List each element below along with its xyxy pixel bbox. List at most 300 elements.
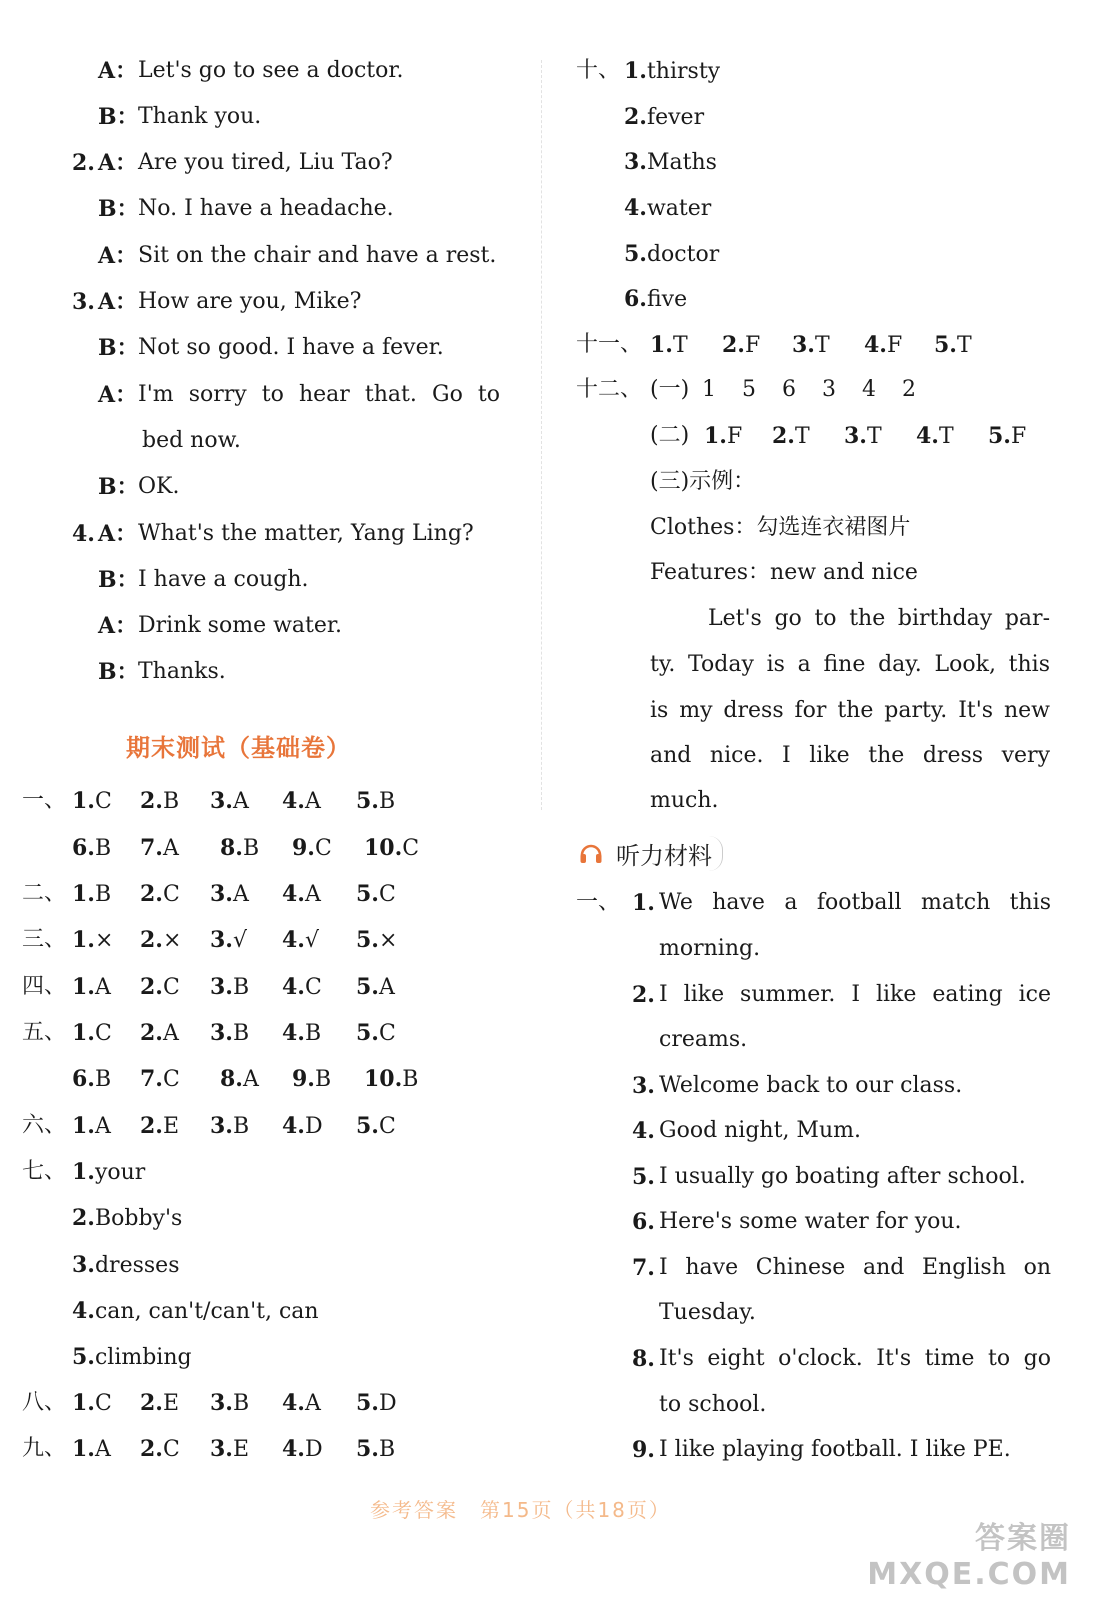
- answer-value: C: [304, 975, 322, 1000]
- listening-heading: [578, 835, 723, 871]
- answer-value: A: [304, 789, 321, 814]
- answer-value: A: [304, 882, 321, 907]
- listening-text: Good night, Mum.: [659, 1118, 861, 1143]
- answer-item: [364, 1064, 418, 1095]
- answer-number: 1.: [72, 927, 95, 953]
- answer-value: F: [744, 333, 761, 358]
- features-line: Features：new and nice: [650, 560, 918, 585]
- essay-line: ty. Today is a fine day. Look, this: [650, 652, 1050, 677]
- answer-value: A: [378, 975, 395, 1000]
- answer-item: [292, 833, 332, 864]
- answer-value: C: [94, 1391, 112, 1416]
- answer-value: ×: [162, 928, 182, 953]
- answer-item: [72, 1434, 111, 1465]
- answer-item: [140, 786, 179, 817]
- order-value: 2: [902, 377, 916, 402]
- section-number: 九、: [22, 1436, 67, 1461]
- answer-number: 5.: [356, 1436, 379, 1462]
- answer-value: C: [94, 789, 112, 814]
- answer-number: 6.: [72, 835, 95, 861]
- answer-value: F: [886, 333, 903, 358]
- answer-value: T: [938, 424, 954, 449]
- answer-value: fever: [646, 105, 705, 130]
- watermark-logo: [867, 1513, 1071, 1592]
- answer-number: 7.: [140, 1066, 163, 1092]
- listening-number: 8.: [632, 1346, 655, 1372]
- answer-number: 8.: [220, 1066, 243, 1092]
- order-value: 5: [742, 377, 756, 402]
- answer-number: 2.: [140, 927, 163, 953]
- answer-number: 1.: [650, 332, 673, 358]
- answer-number: 10.: [364, 835, 403, 861]
- column-divider: [541, 60, 542, 810]
- answer-value: C: [162, 975, 180, 1000]
- dialogue-text: I have a cough.: [138, 567, 309, 592]
- answer-value: your: [94, 1160, 146, 1185]
- answer-value: C: [314, 836, 332, 861]
- answer-number: 2.: [140, 974, 163, 1000]
- answer-value: A: [94, 1437, 111, 1462]
- answer-item: [140, 1064, 180, 1095]
- part-label: (二): [650, 423, 690, 448]
- answer-value: B: [94, 1067, 112, 1092]
- answer-item: [356, 1018, 396, 1049]
- answer-item: [356, 879, 396, 910]
- answer-item: [650, 330, 688, 361]
- answer-item: [282, 1388, 321, 1419]
- answer-number: 5.: [356, 788, 379, 814]
- answer-item: [282, 1434, 323, 1465]
- speaker-label: B：: [98, 335, 139, 361]
- answer-item: [792, 330, 830, 361]
- answer-value: A: [232, 882, 249, 907]
- answer-number: 3.: [210, 1390, 233, 1416]
- answer-value: D: [304, 1114, 323, 1139]
- answer-value: B: [402, 1067, 419, 1092]
- answer-number: 1.: [72, 1020, 95, 1046]
- headphones-icon: [578, 840, 604, 866]
- watermark-bottom: MXQE.COM: [867, 1557, 1071, 1592]
- answer-number: 4.: [282, 974, 305, 1000]
- word-answer: [624, 239, 719, 270]
- section-number: 四、: [22, 974, 67, 999]
- answer-number: 10.: [364, 1066, 403, 1092]
- answer-number: 5.: [624, 241, 647, 267]
- answer-number: 5.: [356, 927, 379, 953]
- dialogue-text: OK.: [138, 474, 180, 499]
- listening-text: Welcome back to our class.: [659, 1073, 963, 1098]
- answer-number: 4.: [282, 1390, 305, 1416]
- answer-item: [140, 1018, 179, 1049]
- answer-value: B: [232, 975, 250, 1000]
- answer-value: Maths: [646, 150, 717, 175]
- word-answer: [624, 56, 720, 87]
- answer-value: B: [94, 882, 112, 907]
- answer-value: can, can't/can't, can: [94, 1299, 319, 1324]
- answer-number: 2.: [140, 881, 163, 907]
- answer-number: 6.: [624, 286, 647, 312]
- section-number: 十二、: [576, 377, 643, 402]
- answer-item: [356, 925, 397, 956]
- listening-number: 7.: [632, 1255, 655, 1281]
- answer-item: [210, 1434, 249, 1465]
- answer-value: T: [956, 333, 972, 358]
- answer-item: [210, 1388, 249, 1419]
- answer-value: T: [814, 333, 830, 358]
- answer-item: [282, 786, 321, 817]
- dialogue-text: What's the matter, Yang Ling?: [138, 521, 474, 546]
- answer-number: 1.: [72, 1390, 95, 1416]
- answer-value: A: [162, 836, 179, 861]
- answer-number: 7.: [140, 835, 163, 861]
- answer-value: A: [162, 1021, 179, 1046]
- answer-number: 4.: [282, 1436, 305, 1462]
- listening-text: creams.: [659, 1027, 748, 1052]
- answer-value: five: [646, 287, 688, 312]
- answer-value: doctor: [646, 242, 720, 267]
- answer-number: 3.: [210, 788, 233, 814]
- answer-item: [934, 330, 972, 361]
- word-answer: [624, 102, 704, 133]
- word-answer: [72, 1342, 192, 1373]
- listening-text: I usually go boating after school.: [659, 1164, 1026, 1189]
- listening-number: 5.: [632, 1164, 655, 1190]
- answer-value: A: [94, 1114, 111, 1139]
- answer-number: 4.: [624, 195, 647, 221]
- answer-number: 3.: [210, 1436, 233, 1462]
- speaker-label: A：: [98, 150, 138, 176]
- answer-item: [772, 421, 810, 452]
- listening-text: to school.: [659, 1392, 767, 1417]
- answer-item: [72, 925, 113, 956]
- answer-item: [210, 925, 247, 956]
- order-value: 1: [702, 377, 716, 402]
- answer-number: 9.: [292, 835, 315, 861]
- answer-value: C: [162, 882, 180, 907]
- speaker-label: B：: [98, 196, 139, 222]
- answer-number: 5.: [72, 1344, 95, 1370]
- dialogue-text: Drink some water.: [138, 613, 342, 638]
- answer-value: C: [162, 1067, 180, 1092]
- dialogue-number: 3.: [72, 289, 95, 315]
- answer-number: 2.: [772, 423, 795, 449]
- answer-value: B: [378, 1437, 396, 1462]
- answer-value: water: [646, 196, 712, 221]
- section-number: 十一、: [576, 332, 643, 357]
- listening-number: 1.: [632, 890, 655, 916]
- answer-value: dresses: [94, 1253, 180, 1278]
- section-number: 一、: [576, 890, 621, 915]
- essay-line: and nice. I like the dress very: [650, 743, 1050, 768]
- answer-value: E: [162, 1391, 180, 1416]
- answer-number: 1.: [72, 1436, 95, 1462]
- answer-item: [140, 1434, 180, 1465]
- answer-value: B: [304, 1021, 322, 1046]
- answer-number: 3.: [792, 332, 815, 358]
- answer-item: [356, 972, 395, 1003]
- listening-text: We have a football match this: [659, 890, 1051, 915]
- answer-value: E: [232, 1437, 250, 1462]
- order-value: 6: [782, 377, 796, 402]
- answer-value: climbing: [94, 1345, 192, 1370]
- answer-item: [282, 972, 322, 1003]
- answer-item: [72, 1018, 112, 1049]
- dialogue-text: Sit on the chair and have a rest.: [138, 243, 497, 268]
- answer-value: C: [402, 836, 420, 861]
- answer-value: thirsty: [646, 59, 721, 84]
- answer-number: 5.: [356, 1390, 379, 1416]
- speaker-label: A：: [98, 382, 138, 408]
- dialogue-text: I'm sorry to hear that. Go to: [138, 382, 500, 407]
- answer-value: B: [162, 789, 180, 814]
- answer-value: E: [162, 1114, 180, 1139]
- listening-number: 6.: [632, 1209, 655, 1235]
- answer-number: 5.: [934, 332, 957, 358]
- watermark-top: 答案圈: [975, 1521, 1071, 1556]
- answer-item: [140, 1388, 179, 1419]
- answer-value: T: [794, 424, 810, 449]
- answer-item: [916, 421, 954, 452]
- answer-number: 3.: [210, 974, 233, 1000]
- answer-item: [220, 833, 259, 864]
- answer-number: 2.: [722, 332, 745, 358]
- dialogue-text: How are you, Mike?: [138, 289, 362, 314]
- word-answer: [72, 1157, 145, 1188]
- speaker-label: A：: [98, 58, 138, 84]
- answer-item: [72, 879, 111, 910]
- dialogue-text: Thanks.: [138, 659, 226, 684]
- section-number: 六、: [22, 1113, 67, 1138]
- dialogue-number: 4.: [72, 521, 95, 547]
- answer-item: [364, 833, 419, 864]
- answer-number: 2.: [140, 1436, 163, 1462]
- answer-number: 5.: [356, 974, 379, 1000]
- word-answer: [624, 284, 687, 315]
- answer-value: B: [232, 1114, 250, 1139]
- section-number: 三、: [22, 927, 67, 952]
- listening-text: Tuesday.: [659, 1300, 756, 1325]
- listening-number: 3.: [632, 1073, 655, 1099]
- page-footer: 参考答案 第15页（共18页）: [370, 1498, 671, 1522]
- listening-text: I have Chinese and English on: [659, 1255, 1051, 1280]
- answer-item: [210, 972, 249, 1003]
- dialogue-text: Thank you.: [138, 104, 262, 129]
- answer-number: 6.: [72, 1066, 95, 1092]
- answer-value: C: [94, 1021, 112, 1046]
- answer-value: T: [866, 424, 882, 449]
- answer-value: F: [1010, 424, 1027, 449]
- speaker-label: A：: [98, 521, 138, 547]
- answer-value: ×: [94, 928, 114, 953]
- dialogue-number: 2.: [72, 150, 95, 176]
- answer-number: 4.: [72, 1298, 95, 1324]
- answer-number: 3.: [210, 927, 233, 953]
- answer-item: [722, 330, 760, 361]
- section-number: 七、: [22, 1159, 67, 1184]
- answer-number: 4.: [282, 927, 305, 953]
- answer-value: A: [232, 789, 249, 814]
- answer-number: 2.: [140, 788, 163, 814]
- answer-number: 1.: [72, 974, 95, 1000]
- speaker-label: A：: [98, 613, 138, 639]
- listening-number: 4.: [632, 1118, 655, 1144]
- answer-number: 2.: [140, 1390, 163, 1416]
- order-value: 4: [862, 377, 876, 402]
- answer-number: 2.: [140, 1020, 163, 1046]
- answer-number: 4.: [916, 423, 939, 449]
- order-value: 3: [822, 377, 836, 402]
- answer-value: B: [232, 1391, 250, 1416]
- dialogue-text: No. I have a headache.: [138, 196, 394, 221]
- listening-text: I like summer. I like eating ice: [659, 982, 1051, 1007]
- answer-value: B: [94, 836, 112, 861]
- answer-value: C: [378, 1114, 396, 1139]
- answer-item: [210, 1018, 249, 1049]
- answer-number: 2.: [140, 1113, 163, 1139]
- answer-value: D: [378, 1391, 397, 1416]
- answer-item: [292, 1064, 331, 1095]
- answer-number: 4.: [282, 1020, 305, 1046]
- speaker-label: A：: [98, 289, 138, 315]
- section-number: 八、: [22, 1390, 67, 1415]
- speaker-label: B：: [98, 659, 139, 685]
- answer-value: D: [304, 1437, 323, 1462]
- word-answer: [72, 1250, 179, 1281]
- answer-item: [988, 421, 1026, 452]
- answer-number: 8.: [220, 835, 243, 861]
- answer-item: [356, 1388, 397, 1419]
- answer-value: √: [304, 928, 319, 953]
- answer-number: 9.: [292, 1066, 315, 1092]
- answer-item: [140, 972, 180, 1003]
- answer-number: 4.: [282, 1113, 305, 1139]
- answer-number: 3.: [210, 881, 233, 907]
- answer-value: C: [162, 1437, 180, 1462]
- answer-value: B: [242, 836, 260, 861]
- answer-number: 1.: [72, 881, 95, 907]
- listening-heading-label: 听力材料: [616, 836, 723, 871]
- answer-number: 4.: [282, 788, 305, 814]
- answer-value: B: [232, 1021, 250, 1046]
- listening-text: It's eight o'clock. It's time to go: [659, 1346, 1051, 1371]
- answer-item: [210, 879, 249, 910]
- listening-text: morning.: [659, 936, 761, 961]
- answer-number: 1.: [72, 1159, 95, 1185]
- answer-number: 5.: [356, 881, 379, 907]
- word-answer: [72, 1296, 319, 1327]
- answer-number: 2.: [72, 1205, 95, 1231]
- answer-item: [72, 786, 112, 817]
- listening-text: I like playing football. I like PE.: [659, 1437, 1011, 1462]
- answer-value: A: [242, 1067, 259, 1092]
- answer-item: [72, 1388, 112, 1419]
- essay-line: is my dress for the party. It's new: [650, 698, 1050, 723]
- speaker-label: A：: [98, 243, 138, 269]
- answer-value: T: [672, 333, 688, 358]
- word-answer: [624, 193, 711, 224]
- answer-item: [282, 879, 321, 910]
- answer-number: 5.: [988, 423, 1011, 449]
- answer-number: 4.: [282, 881, 305, 907]
- answer-value: C: [378, 882, 396, 907]
- answer-number: 5.: [356, 1113, 379, 1139]
- answer-item: [72, 833, 111, 864]
- answer-value: B: [378, 789, 396, 814]
- word-answer: [624, 147, 717, 178]
- answer-number: 1.: [624, 58, 647, 84]
- answer-number: 3.: [210, 1113, 233, 1139]
- speaker-label: B：: [98, 567, 139, 593]
- answer-item: [704, 421, 742, 452]
- answer-item: [72, 972, 111, 1003]
- answer-number: 3.: [210, 1020, 233, 1046]
- answer-number: 3.: [624, 149, 647, 175]
- speaker-label: B：: [98, 474, 139, 500]
- dialogue-text: bed now.: [142, 428, 241, 453]
- answer-number: 4.: [864, 332, 887, 358]
- answer-item: [72, 1111, 111, 1142]
- answer-value: F: [726, 424, 743, 449]
- answer-item: [356, 786, 395, 817]
- answer-number: 1.: [72, 1113, 95, 1139]
- part-label: (三)示例：: [650, 469, 756, 494]
- answer-item: [356, 1434, 395, 1465]
- answer-item: [864, 330, 902, 361]
- section-number: 一、: [22, 788, 67, 813]
- answer-item: [140, 925, 181, 956]
- answer-value: Bobby's: [94, 1206, 183, 1231]
- answer-number: 3.: [72, 1252, 95, 1278]
- answer-item: [282, 1018, 321, 1049]
- answer-value: A: [304, 1391, 321, 1416]
- section-title: 期末测试（基础卷）: [126, 734, 351, 762]
- word-answer: [72, 1203, 182, 1234]
- clothes-line: Clothes：勾选连衣裙图片: [650, 515, 911, 540]
- listening-number: 2.: [632, 982, 655, 1008]
- answer-number: 3.: [844, 423, 867, 449]
- answer-item: [140, 833, 179, 864]
- answer-value: ×: [378, 928, 398, 953]
- answer-item: [140, 879, 180, 910]
- listening-text: Here's some water for you.: [659, 1209, 962, 1234]
- answer-item: [282, 1111, 323, 1142]
- answer-item: [356, 1111, 396, 1142]
- speaker-label: B：: [98, 104, 139, 130]
- listening-number: 9.: [632, 1437, 655, 1463]
- answer-number: 1.: [704, 423, 727, 449]
- answer-item: [844, 421, 882, 452]
- dialogue-text: Are you tired, Liu Tao?: [138, 150, 393, 175]
- answer-value: A: [94, 975, 111, 1000]
- answer-number: 2.: [624, 104, 647, 130]
- section-number: 二、: [22, 881, 67, 906]
- answer-item: [140, 1111, 179, 1142]
- essay-line: much.: [650, 788, 719, 813]
- answer-value: C: [378, 1021, 396, 1046]
- answer-item: [210, 786, 249, 817]
- part-label: (一): [650, 377, 690, 402]
- answer-item: [220, 1064, 259, 1095]
- section-number: 十、: [576, 58, 621, 83]
- answer-item: [210, 1111, 249, 1142]
- answer-number: 5.: [356, 1020, 379, 1046]
- section-number: 五、: [22, 1020, 67, 1045]
- essay-line: Let's go to the birthday par-: [708, 606, 1050, 631]
- answer-number: 1.: [72, 788, 95, 814]
- answer-item: [72, 1064, 111, 1095]
- dialogue-text: Not so good. I have a fever.: [138, 335, 444, 360]
- answer-item: [282, 925, 319, 956]
